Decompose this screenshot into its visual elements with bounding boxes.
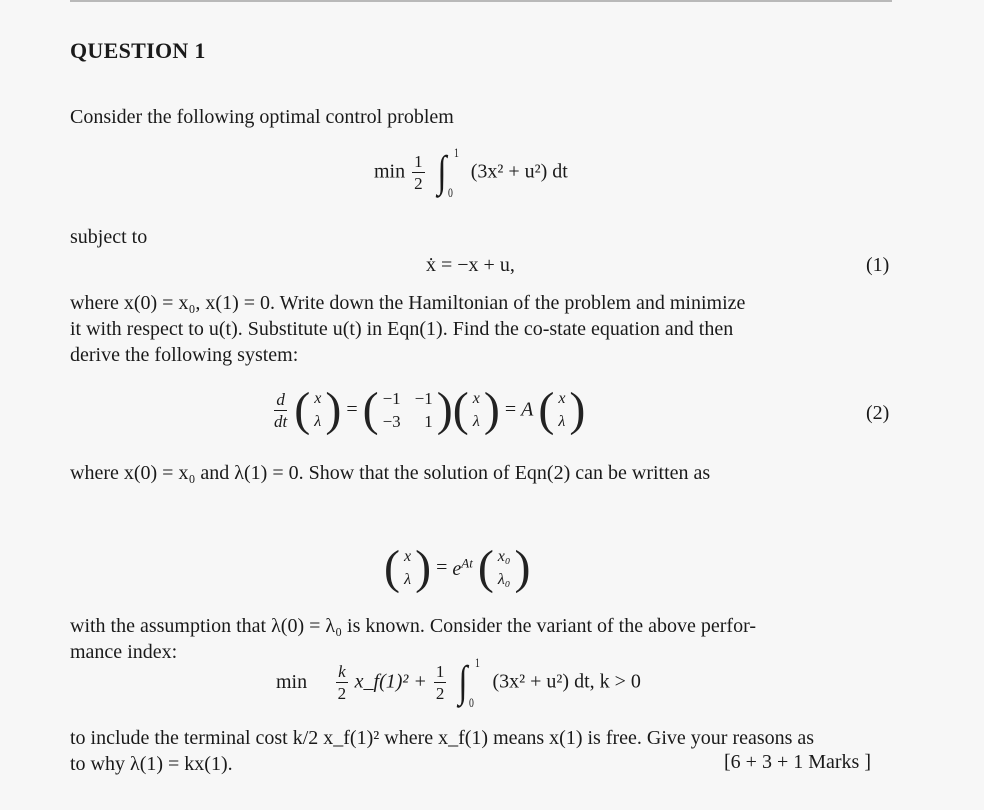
equation-number-2: (2) [866,402,890,424]
state-vector: x λ [472,390,480,430]
solution-equation: ( x λ ) = $e^{At}$ ( x₀ λ₀ ) [384,541,531,594]
integral-sign: ∫ 1 0 [437,145,459,200]
performance-index-1 [374,145,568,200]
integral-lower-limit: 0 [447,185,453,200]
derivative-operator [274,391,287,430]
where-line-1: where x(0) = x₀, x(1) = 0. Write down the Hamiltonian of the problem and minimize [70,292,746,314]
assumption-paragraph [70,613,892,665]
derivative-denominator: dt [274,411,288,431]
variant-integrand: (3x² + u²) dt, k > 0 [492,670,641,693]
fraction-numerator: 1 [414,151,423,171]
subject-to-label: subject to [70,226,148,248]
equals-sign: = [436,556,448,579]
intro-text: Consider the following optimal control problem [70,106,454,128]
system-equation: $\frac{d}{dt}$ ( x λ ) = ( −1 −1 −3 1 )( x λ ) = A ( x λ ) [274,383,586,436]
derivative-numerator: d [276,389,285,409]
fraction-denominator: 2 [414,173,423,193]
initial-vector: x₀ λ₀ [497,548,511,588]
where-line-3: derive the following system: [70,344,299,366]
integral-lower-limit: 0 [469,695,475,710]
final-line-1: to include the terminal cost k/2 x_f(1)² where x_f(1) means x(1) is free. Give your reasons as [70,727,815,749]
matrix-A-label: A [521,398,534,421]
integrand: (3x² + u²) dt [470,160,568,183]
min-label: min [276,670,308,693]
one-half-fraction [412,153,425,192]
assumption-line-1: with the assumption that λ(0) = λ₀ is known. Consider the variant of the above perfor- [70,615,756,637]
terminal-cost-term: x_f(1)² + [354,670,427,693]
matrix-exponential: $e^{At}$ [452,555,473,580]
assumption-line-2: mance index: [70,641,178,663]
state-vector: x λ [403,548,412,588]
integral-upper-limit: 1 [475,655,481,670]
equals-sign: = [346,398,358,421]
integral-sign: ∫ 1 0 [458,655,481,710]
top-rule [70,0,892,2]
marks-label: [6 + 3 + 1 Marks ] [724,751,871,773]
where-2-text: where x(0) = x₀ and λ(1) = 0. Show that the solution of Eqn(2) can be written as [70,462,711,484]
state-equation: ẋ = −x + u, [426,254,515,276]
one-half-fraction [434,663,447,702]
integral-upper-limit: 1 [453,145,459,160]
state-vector: x λ [314,390,322,430]
fraction-denominator: 2 [435,683,445,703]
fraction-numerator: 1 [435,661,445,681]
where-line-2: it with respect to u(t). Substitute u(t) in Eqn(1). Find the co-state equation and then [70,318,734,340]
system-matrix: −1 −1 −3 1 [382,389,433,431]
equals-sign: = [504,398,517,421]
fraction-denominator: 2 [337,683,347,703]
state-vector: x λ [558,390,566,430]
equation-number-1: (1) [866,254,890,276]
k-over-2-fraction [336,663,348,702]
question-heading: QUESTION 1 [70,38,206,63]
final-line-2: to why λ(1) = kx(1). [70,753,233,775]
performance-index-2 [276,655,641,710]
where-paragraph [70,290,892,368]
min-label: min [374,160,406,183]
fraction-numerator: k [338,661,346,681]
